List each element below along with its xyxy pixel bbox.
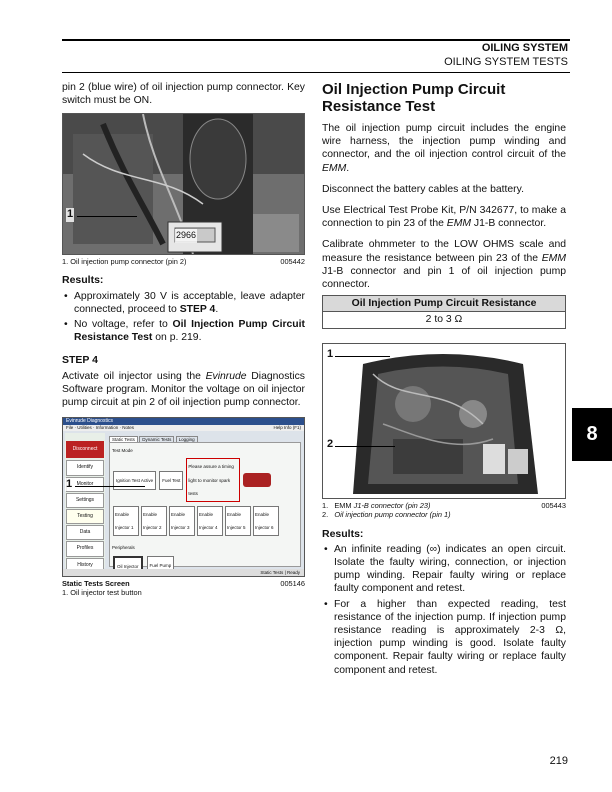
enable-injector-2[interactable]: Enable Injector 2 [141,506,167,536]
resistance-table [322,295,566,328]
result-high-reading: • For a higher than expected reading, test resistance of the injection pump. If injection pump resistance reading is approximately 2-3 Ω, injection pump winding is good. Isolate faulty component. Repair faulty wiring or replace faulty component and retest. [334,598,566,677]
screen-caption [62,579,305,597]
fuel-test-button[interactable]: Fuel Test [159,471,183,490]
callout-photo2-2: 2 [327,437,334,450]
table-header: Oil Injection Pump Circuit Resistance [323,296,566,312]
sidebar-monitor[interactable]: Monitor [66,477,104,492]
tab-static-tests[interactable]: Static Tests [109,436,138,443]
disconnect-button[interactable]: Disconnect [66,441,104,458]
section-title: OILING SYSTEM [481,42,568,54]
table-value: 2 to 3 Ω [323,312,566,328]
step-text: Activate oil injector using the Evinrude Diagnostics Software program. Monitor the voltage on oil injector pump circuit at pin 2 of oil injection pump connector. [62,370,305,409]
timing-light-icon [243,473,271,487]
results-list-right [322,543,566,677]
photo-pump-connector [62,113,305,255]
enable-injector-3[interactable]: Enable Injector 3 [169,506,195,536]
tab-dynamic-tests[interactable]: Dynamic Tests [139,436,174,443]
results-list-left [62,290,305,345]
result-item-1: • Approximately 30 V is acceptable, leave adapter connected, proceed to STEP 4. [74,290,305,316]
screen-warning: Please assure a timing light to monitor spark tests [186,458,240,502]
left-column [62,81,305,597]
sidebar-identify[interactable]: Identify [66,460,104,475]
screen-titlebar: Evinrude Diagnostics [63,418,304,425]
enable-injector-5[interactable]: Enable Injector 5 [225,506,251,536]
photo2-caption-2: 2. Oil injection pump connector (pin 1) [322,509,451,519]
photo1-caption-text: 1. Oil injection pump connector (pin 2) [62,257,187,267]
screen-sidebar [65,433,105,568]
fuel-pump-button[interactable]: Fuel Pump [147,556,175,577]
intro-text: pin 2 (blue wire) of oil injection pump connector. Key switch must be ON. [62,82,305,107]
sidebar-history[interactable]: History [66,558,104,573]
callout-leader [77,216,137,217]
step-heading: STEP 4 [62,354,98,367]
photo-engine [322,343,566,499]
ignition-test-button[interactable]: Ignition Test Active [113,471,156,490]
sidebar-profiles[interactable]: Profiles [66,541,104,556]
screen-statusbar: Static Tests | Ready [63,569,304,576]
sidebar-data[interactable]: Data [66,525,104,540]
photo2-caption-1: 1. EMM J1-B connector (pin 23) [322,500,431,510]
section-heading: Oil Injection Pump Circuit Resistance Test [322,81,506,115]
callout-leader-screen [75,486,145,487]
header-rule [62,39,570,41]
screen-caption-line: 1. Oil injector test button [62,588,142,598]
enable-injector-4[interactable]: Enable Injector 4 [197,506,223,536]
header-underline [62,72,570,73]
enable-injector-1[interactable]: Enable Injector 1 [113,506,139,536]
engine-photo-2 [323,344,565,498]
results-heading-left: Results: [62,274,104,287]
screen-caption-title: Static Tests Screen [62,579,130,589]
paragraph-1: The oil injection pump circuit includes the engine wire harness, the injection pump winding and connector, and the oil injection control circuit of the EMM. [322,123,566,174]
results-heading-right: Results: [322,527,364,540]
callout-leader-photo2-1 [335,356,390,357]
right-column [322,81,566,679]
oil-injector-button[interactable]: Oil Injector [113,556,143,577]
result-open-circuit: • An infinite reading (∞) indicates an open circuit. Isolate the faulty wiring, connection, or injection pump winding. Repair faulty wiring or replace faulty component and retest. [334,543,566,596]
screen-panel: Test Mode Ignition Test Active Fuel Test Please assure a timing light to monitor spark tests Enable Injector 1 Enable Injector 2 Enable Injector 3 Enable Injector 4 Enable Injector 5 Enable Injector 6 Peripherals Oil Injector Fuel Pump [109,442,301,567]
paragraph-2: Disconnect the battery cables at the battery. [322,183,524,195]
sidebar-testing[interactable]: Testing [66,509,104,524]
tab-logging[interactable]: Logging [176,436,198,443]
photo1-code: 005442 [280,257,305,267]
page-number: 219 [549,755,568,767]
callout-1: 1 [67,208,74,221]
chapter-tab: 8 [572,408,612,461]
enable-injector-6[interactable]: Enable Injector 6 [253,506,279,536]
meter-display: 2966 [175,229,197,242]
subsection-title: OILING SYSTEM TESTS [444,56,568,68]
photo1-caption [62,257,305,266]
sidebar-settings[interactable]: Settings [66,493,104,508]
callout-1-screen: 1 [66,478,73,491]
paragraph-4: Calibrate ohmmeter to the LOW OHMS scale and measure the resistance between pin 23 of the EMM J1-B connector and pin 1 of oil injection pump connector. [322,239,566,291]
static-tests-screen [62,417,305,577]
paragraph-3: Use Electrical Test Probe Kit, P/N 342677, to make a connection to pin 23 of the EMM J1-B connector. [322,205,566,230]
screen-menubar: File · Utilities · Information · Notes Help Info (F1) [63,425,304,431]
screen-caption-code: 005146 [280,579,305,589]
photo2-code: 005443 [541,500,566,510]
callout-leader-photo2-2 [335,446,395,447]
photo2-caption [322,501,566,519]
result-item-2: • No voltage, refer to Oil Injection Pump Circuit Resistance Test on p. 219. [74,318,305,344]
callout-photo2-1: 1 [327,347,334,360]
